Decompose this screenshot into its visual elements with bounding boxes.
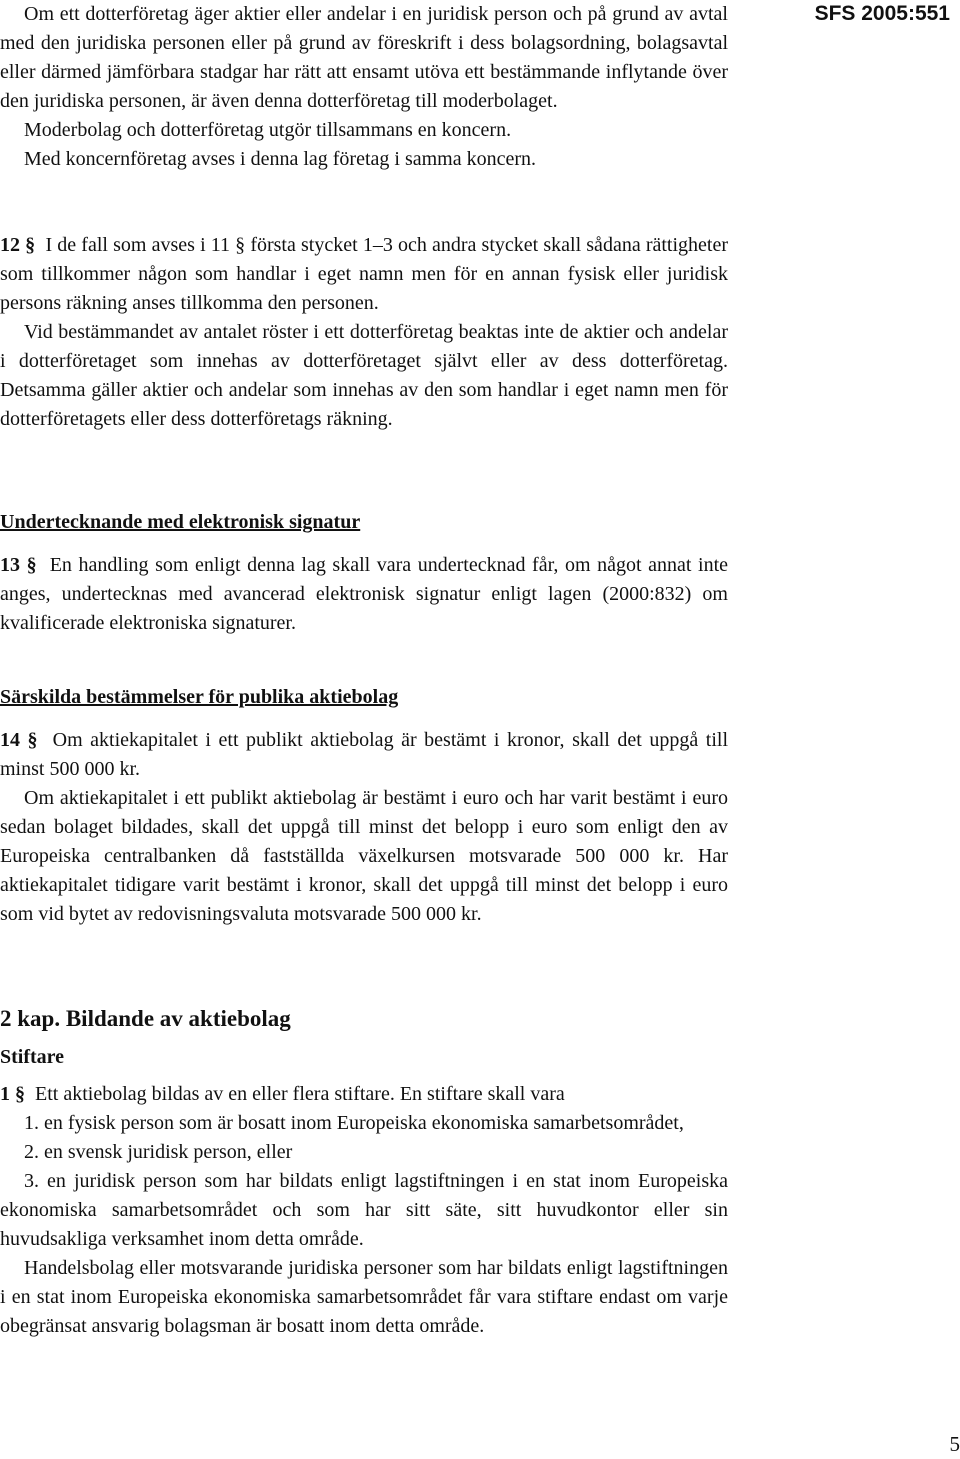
intro-paragraph-2: Moderbolag och dotterföretag utgör tillsammans en koncern. [24, 119, 512, 141]
section-number: 13 § [0, 554, 37, 576]
section-1-text: Ett aktiebolag bildas av en eller flera stiftare. En stiftare skall vara [35, 1083, 565, 1105]
section-number: 14 § [0, 729, 38, 751]
section-12-paragraph-1 [0, 231, 728, 318]
list-item: 3. en juridisk person som har bildats enligt lagstiftningen i en stat inom Europeiska ekonomiska samarbetsområdet och som har sitt säte, sitt huvudkontor eller sin huvudsakliga verksamhet inom detta område. [0, 1170, 728, 1250]
section-14-paragraph-2: Om aktiekapitalet i ett publikt aktiebolag är bestämt i euro och har varit bestämt i euro sedan bolaget bildades, skall det uppgå till minst det belopp i euro som enligt den av Europeiska centralbanken då fastställda växelkursen motsvarade 500 000 kr. Har aktiekapitalet tidigare varit bestämt i kronor, skall det uppgå till minst det belopp i euro som vid bytet av redovisningsvaluta motsvarade 500 000 kr. [0, 787, 728, 925]
section-13-text: En handling som enligt denna lag skall vara undertecknad får, om något annat inte anges, undertecknas med avancerad elektronisk signatur enligt lagen (2000:832) om kvalificerade elektroniska signaturer. [0, 554, 729, 634]
page-number: 5 [949, 1432, 960, 1456]
chapter-title: Bildande av aktiebolag [65, 1006, 291, 1031]
list-item: 2. en svensk juridisk person, eller [24, 1141, 293, 1163]
section-12 [0, 231, 728, 434]
list-item: 1. en fysisk person som är bosatt inom Europeiska ekonomiska samarbetsområdet, [24, 1112, 684, 1134]
heading-publika: Särskilda bestämmelser för publika aktiebolag [0, 686, 399, 708]
publika-section [0, 683, 728, 929]
section-14-text: Om aktiekapitalet i ett publikt aktiebolag är bestämt i kronor, skall det uppgå till minst 500 000 kr. [0, 729, 729, 780]
heading-signatur: Undertecknande med elektronisk signatur [0, 511, 361, 533]
sfs-number: SFS 2005:551 [814, 2, 950, 25]
section-number: 1 § [0, 1083, 25, 1105]
chapter-label: 2 kap. [0, 1006, 61, 1031]
intro-section [0, 0, 728, 174]
intro-paragraph-1: Om ett dotterföretag äger aktier eller andelar i en juridisk person och på grund av avtal med den juridiska personen eller på grund av föreskrift i dess bolagsordning, bolagsavtal eller därmed jämförbara stadgar har rätt att ensamt utöva ett bestämmande inflytande över den juridiska personen, är även denna dotterföretag till moderbolaget. [0, 3, 728, 112]
section-14-paragraph-1 [0, 726, 728, 784]
chapter-2 [0, 1003, 728, 1341]
section-1-paragraph-1 [0, 1080, 728, 1109]
section-12-text: I de fall som avses i 11 § första stycket 1–3 och andra stycket skall sådana rättigheter som tillkommer någon som handlar i eget namn men för en annan fysisk eller juridisk persons räkning anses tillkomma den personen. [0, 234, 729, 314]
section-12-paragraph-2: Vid bestämmandet av antalet röster i ett dotterföretag beaktas inte de aktier och andelar i dotterföretaget som innehas av dotterföretaget självt eller av dess dotterföretag. Detsamma gäller aktier och andelar som innehas av den som handlar i eget namn men för dotterföretagets eller dess dotterföretags räkning. [0, 321, 728, 430]
intro-paragraph-3: Med koncernföretag avses i denna lag företag i samma koncern. [24, 148, 537, 170]
chapter-heading [0, 1003, 728, 1035]
heading-stiftare: Stiftare [0, 1046, 65, 1068]
section-13-paragraph [0, 551, 728, 638]
section-number: 12 § [0, 234, 36, 256]
signatur-section [0, 508, 728, 638]
section-1-paragraph-2: Handelsbolag eller motsvarande juridiska personer som har bildats enligt lagstiftningen i en stat inom Europeiska ekonomiska samarbetsområdet får vara stiftare endast om varje obegränsat ansvarig bolagsman är bosatt inom detta område. [0, 1257, 728, 1337]
